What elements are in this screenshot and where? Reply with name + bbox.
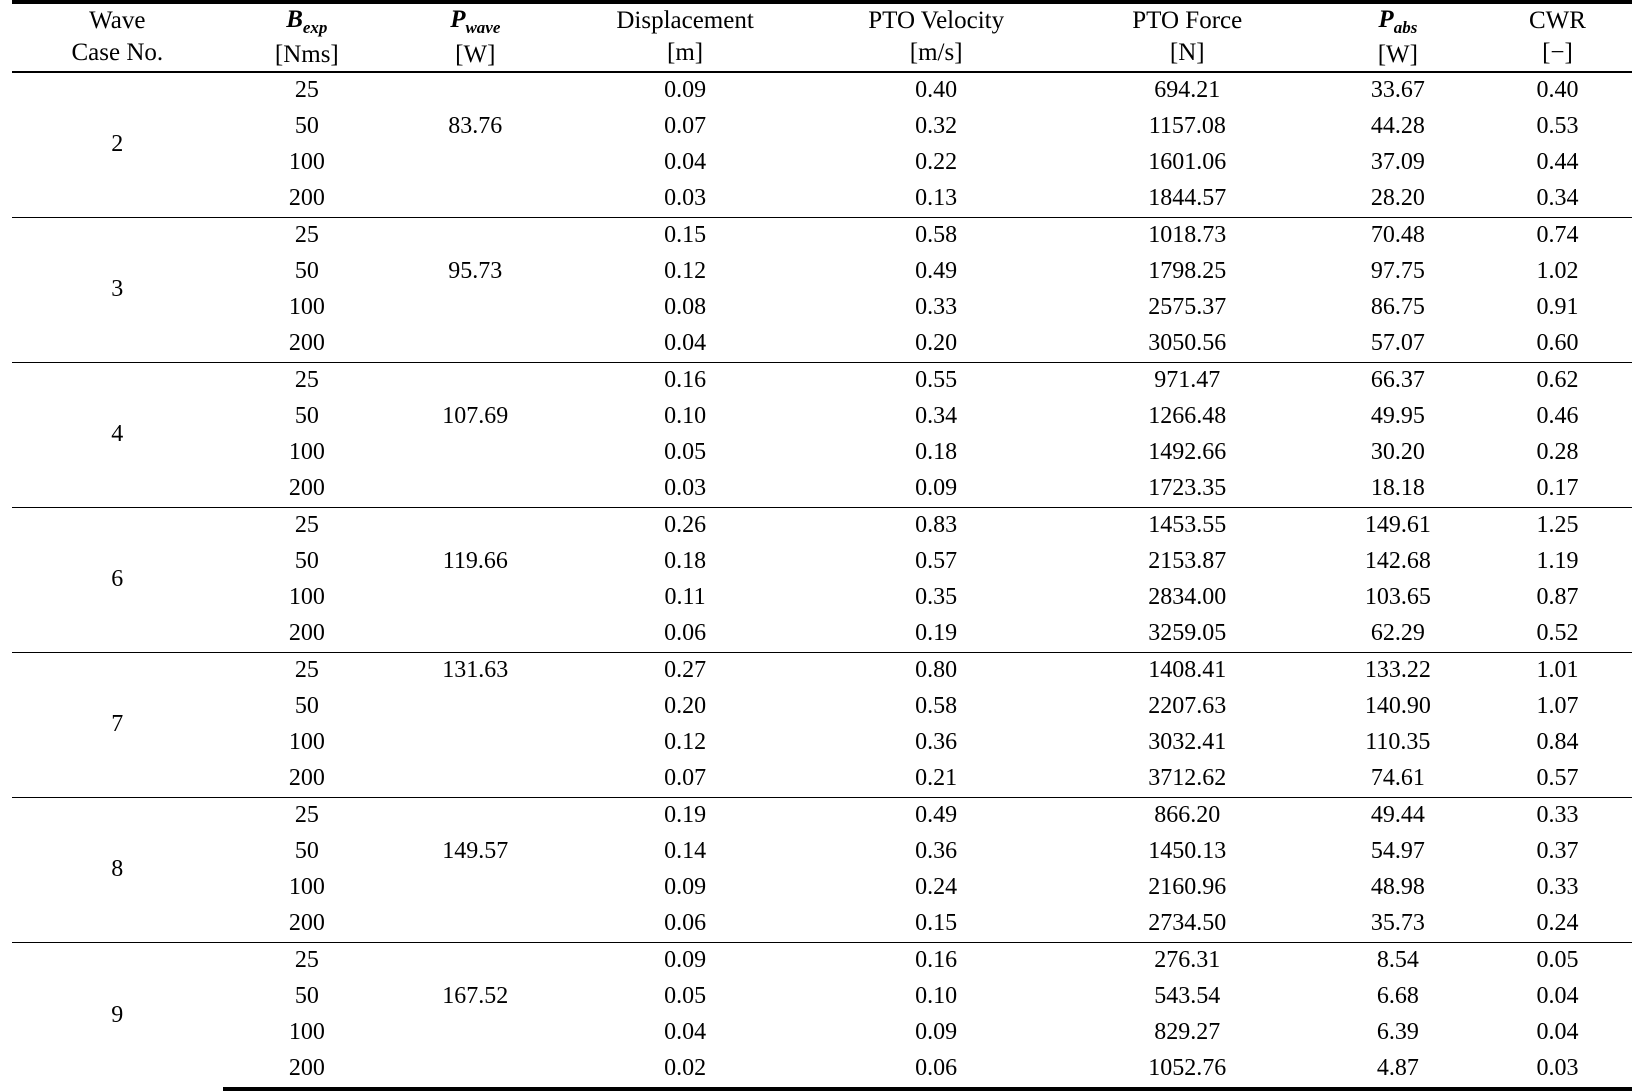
cell-displacement: 0.12	[664, 729, 707, 756]
cell-pto-force: 3050.56	[1148, 330, 1227, 357]
cell-p-abs: 57.07	[1370, 330, 1425, 357]
cell-b-exp: 100	[288, 729, 325, 756]
cell-b-exp: 50	[294, 113, 319, 140]
cell-displacement: 0.04	[664, 330, 707, 357]
cell-p-wave: 95.73	[448, 258, 503, 285]
header-line1: PTO Velocity	[868, 7, 1005, 35]
cell-p-abs: 35.73	[1370, 910, 1425, 937]
cell-wave-case-no: 9	[12, 942, 223, 1089]
cell-pto-force: 2160.96	[1148, 874, 1227, 901]
table-row	[12, 544, 1632, 580]
cell-cwr: 0.84	[1536, 729, 1579, 756]
cell-displacement: 0.04	[664, 1019, 707, 1046]
cell-p-wave-empty	[391, 725, 559, 761]
cell-p-abs: 97.75	[1370, 258, 1425, 285]
table-body	[12, 72, 1632, 1089]
header-line2: Case No.	[71, 39, 164, 67]
cell-p-wave-empty	[391, 580, 559, 616]
cell-displacement: 0.08	[664, 294, 707, 321]
cell-pto-velocity: 0.32	[915, 113, 958, 140]
cell-wave-case-no: 8	[12, 797, 223, 942]
cell-p-abs: 6.68	[1376, 983, 1419, 1010]
header-line1: Wave	[89, 7, 146, 35]
cell-b-exp: 100	[288, 584, 325, 611]
cell-pto-velocity: 0.10	[915, 983, 958, 1010]
table-row	[12, 362, 1632, 399]
column-header-p-wave	[391, 2, 559, 72]
table-row	[12, 979, 1632, 1015]
cell-b-exp: 200	[288, 620, 325, 647]
column-header-p-abs	[1313, 2, 1483, 72]
cell-p-abs: 4.87	[1313, 1051, 1483, 1089]
cell-pto-velocity: 0.18	[915, 439, 958, 466]
column-header-pto-velocity	[811, 2, 1062, 72]
cell-displacement: 0.07	[664, 113, 707, 140]
cell-p-abs: 140.90	[1364, 693, 1431, 720]
cell-cwr: 0.40	[1483, 72, 1632, 109]
cell-pto-force: 866.20	[1062, 797, 1313, 834]
cell-p-abs: 18.18	[1370, 475, 1425, 502]
cell-b-exp: 200	[288, 765, 325, 792]
table-row	[12, 906, 1632, 943]
cell-p-wave-empty	[391, 326, 559, 363]
cell-pto-velocity: 0.24	[915, 874, 958, 901]
header-subscript: wave	[465, 18, 501, 37]
cell-pto-force: 1723.35	[1148, 475, 1227, 502]
cell-p-wave-empty	[391, 870, 559, 906]
cell-pto-force: 829.27	[1154, 1019, 1221, 1046]
cell-p-wave-empty	[391, 906, 559, 943]
cell-p-abs: 103.65	[1364, 584, 1431, 611]
cell-p-abs: 30.20	[1370, 439, 1425, 466]
table-row	[12, 290, 1632, 326]
cell-pto-velocity: 0.21	[915, 765, 958, 792]
cell-pto-force: 2575.37	[1148, 294, 1227, 321]
cell-b-exp: 50	[294, 838, 319, 865]
cell-cwr: 0.62	[1483, 362, 1632, 399]
cell-p-wave-empty	[391, 507, 559, 544]
table-row	[12, 580, 1632, 616]
cell-wave-case-no: 3	[12, 217, 223, 362]
cell-p-abs: 133.22	[1313, 652, 1483, 689]
cell-cwr: 1.01	[1483, 652, 1632, 689]
cell-pto-velocity: 0.57	[915, 548, 958, 575]
cell-displacement: 0.04	[664, 149, 707, 176]
header-line1: PTO Force	[1132, 7, 1243, 35]
cell-cwr: 0.87	[1536, 584, 1579, 611]
cell-b-exp: 25	[223, 942, 391, 979]
cell-p-abs: 149.61	[1313, 507, 1483, 544]
cell-pto-velocity: 0.36	[915, 838, 958, 865]
cell-cwr: 0.44	[1536, 149, 1579, 176]
table-row	[12, 145, 1632, 181]
cell-b-exp: 50	[294, 258, 319, 285]
cell-pto-force: 3712.62	[1148, 765, 1227, 792]
cell-displacement: 0.16	[560, 362, 811, 399]
cell-pto-force: 1450.13	[1148, 838, 1227, 865]
cell-cwr: 0.74	[1483, 217, 1632, 254]
cell-cwr: 0.34	[1536, 185, 1579, 212]
cell-pto-force: 1844.57	[1148, 185, 1227, 212]
cell-p-wave-empty	[391, 72, 559, 109]
cell-pto-force: 1492.66	[1148, 439, 1227, 466]
table-row	[12, 942, 1632, 979]
cell-cwr: 1.19	[1536, 548, 1579, 575]
cell-displacement: 0.09	[560, 72, 811, 109]
column-header-cwr	[1483, 2, 1632, 72]
cell-pto-force: 1266.48	[1148, 403, 1227, 430]
cell-p-abs: 54.97	[1370, 838, 1425, 865]
cell-pto-force: 1157.08	[1148, 113, 1226, 140]
cell-pto-force: 2207.63	[1148, 693, 1227, 720]
cell-pto-velocity: 0.55	[811, 362, 1062, 399]
cell-p-wave-empty	[391, 616, 559, 653]
cell-p-wave-empty	[391, 145, 559, 181]
cell-displacement: 0.20	[664, 693, 707, 720]
cell-cwr: 0.37	[1536, 838, 1579, 865]
cell-cwr: 0.46	[1536, 403, 1579, 430]
cell-pto-velocity: 0.35	[915, 584, 958, 611]
cell-pto-force: 1018.73	[1062, 217, 1313, 254]
cell-displacement: 0.26	[560, 507, 811, 544]
cell-displacement: 0.18	[664, 548, 707, 575]
column-header-wave-case	[12, 2, 223, 72]
cell-p-wave-empty	[391, 290, 559, 326]
cell-pto-velocity: 0.33	[915, 294, 958, 321]
header-line2: [Nms]	[274, 40, 339, 68]
cell-pto-velocity: 0.13	[915, 185, 958, 212]
cell-cwr: 0.04	[1536, 983, 1579, 1010]
cell-b-exp: 50	[294, 403, 319, 430]
cell-b-exp: 200	[288, 185, 325, 212]
cell-displacement: 0.07	[664, 765, 707, 792]
cell-p-abs: 48.98	[1370, 874, 1425, 901]
header-line2: [m]	[667, 39, 704, 67]
cell-p-wave-empty	[391, 1015, 559, 1051]
cell-displacement: 0.02	[560, 1051, 811, 1089]
cell-p-abs: 28.20	[1370, 185, 1425, 212]
cell-displacement: 0.10	[664, 403, 707, 430]
cell-cwr: 0.60	[1536, 330, 1579, 357]
header-subscript: exp	[302, 18, 328, 37]
cell-pto-force: 2834.00	[1148, 584, 1227, 611]
cell-wave-case-no: 2	[12, 72, 223, 218]
cell-p-abs: 6.39	[1376, 1019, 1419, 1046]
cell-wave-case-no: 7	[12, 652, 223, 797]
cell-pto-force: 1052.76	[1062, 1051, 1313, 1089]
cell-pto-force: 1601.06	[1148, 149, 1227, 176]
results-table	[12, 0, 1632, 1091]
table-row	[12, 181, 1632, 218]
cell-p-wave: 119.66	[442, 548, 508, 575]
cell-cwr: 0.33	[1536, 874, 1579, 901]
cell-displacement: 0.15	[560, 217, 811, 254]
cell-cwr: 1.02	[1536, 258, 1579, 285]
cell-p-abs: 8.54	[1313, 942, 1483, 979]
cell-cwr: 0.57	[1536, 765, 1579, 792]
cell-displacement: 0.03	[664, 475, 707, 502]
cell-pto-force: 3259.05	[1148, 620, 1227, 647]
header-line2: [W]	[455, 40, 496, 68]
header-line1: Displacement	[616, 7, 754, 35]
cell-b-exp: 100	[288, 874, 325, 901]
header-line2: [−]	[1542, 39, 1573, 67]
table-row	[12, 435, 1632, 471]
cell-displacement: 0.09	[560, 942, 811, 979]
cell-p-abs: 49.95	[1370, 403, 1425, 430]
cell-b-exp: 50	[294, 548, 319, 575]
cell-b-exp: 25	[223, 72, 391, 109]
cell-pto-velocity: 0.49	[811, 797, 1062, 834]
cell-p-wave: 131.63	[391, 652, 559, 689]
cell-pto-velocity: 0.49	[915, 258, 958, 285]
cell-displacement: 0.11	[664, 584, 706, 611]
table-row	[12, 399, 1632, 435]
cell-p-wave-empty	[391, 181, 559, 218]
cell-displacement: 0.09	[664, 874, 707, 901]
cell-pto-force: 276.31	[1062, 942, 1313, 979]
cell-displacement: 0.12	[664, 258, 707, 285]
cell-p-wave-empty	[391, 942, 559, 979]
cell-cwr: 0.33	[1483, 797, 1632, 834]
cell-pto-force: 2734.50	[1148, 910, 1227, 937]
column-header-b-exp	[223, 2, 391, 72]
table-row	[12, 1051, 1632, 1089]
cell-cwr: 0.17	[1536, 475, 1579, 502]
cell-cwr: 1.07	[1536, 693, 1579, 720]
cell-b-exp: 25	[223, 652, 391, 689]
column-header-displacement	[560, 2, 811, 72]
cell-pto-velocity: 0.83	[811, 507, 1062, 544]
table-row	[12, 109, 1632, 145]
cell-pto-velocity: 0.22	[915, 149, 958, 176]
cell-b-exp: 100	[288, 149, 325, 176]
cell-p-wave-empty	[391, 362, 559, 399]
cell-pto-force: 1798.25	[1148, 258, 1227, 285]
cell-pto-velocity: 0.19	[915, 620, 958, 647]
table-row	[12, 725, 1632, 761]
table-row	[12, 761, 1632, 798]
cell-p-wave: 107.69	[442, 403, 509, 430]
cell-p-abs: 33.67	[1313, 72, 1483, 109]
cell-p-abs: 86.75	[1370, 294, 1425, 321]
table-row	[12, 652, 1632, 689]
cell-pto-velocity: 0.80	[811, 652, 1062, 689]
cell-p-wave-empty	[391, 435, 559, 471]
cell-p-abs: 70.48	[1313, 217, 1483, 254]
cell-cwr: 0.52	[1536, 620, 1579, 647]
header-line1: P	[450, 6, 466, 33]
cell-b-exp: 200	[223, 1051, 391, 1089]
table-header	[12, 2, 1632, 72]
cell-cwr: 0.91	[1536, 294, 1579, 321]
cell-pto-velocity: 0.09	[915, 1019, 958, 1046]
cell-cwr: 0.04	[1536, 1019, 1579, 1046]
cell-pto-force: 543.54	[1154, 983, 1221, 1010]
cell-cwr: 1.25	[1483, 507, 1632, 544]
cell-b-exp: 100	[288, 439, 325, 466]
cell-pto-velocity: 0.36	[915, 729, 958, 756]
cell-p-wave-empty	[391, 797, 559, 834]
table-row	[12, 471, 1632, 508]
cell-pto-velocity: 0.34	[915, 403, 958, 430]
cell-p-wave-empty	[391, 761, 559, 798]
cell-b-exp: 25	[223, 362, 391, 399]
cell-cwr: 0.24	[1536, 910, 1579, 937]
cell-b-exp: 25	[223, 797, 391, 834]
cell-p-abs: 142.68	[1364, 548, 1431, 575]
header-subscript: abs	[1393, 18, 1418, 37]
cell-wave-case-no: 4	[12, 362, 223, 507]
cell-p-wave-empty	[391, 217, 559, 254]
table-row	[12, 834, 1632, 870]
cell-p-abs: 44.28	[1370, 113, 1425, 140]
cell-p-wave-empty	[391, 689, 559, 725]
cell-pto-velocity: 0.15	[915, 910, 958, 937]
cell-pto-force: 1408.41	[1062, 652, 1313, 689]
cell-displacement: 0.05	[664, 983, 707, 1010]
table-row	[12, 507, 1632, 544]
cell-pto-force: 971.47	[1062, 362, 1313, 399]
cell-b-exp: 25	[223, 217, 391, 254]
table-row	[12, 870, 1632, 906]
cell-b-exp: 200	[288, 475, 325, 502]
cell-cwr: 0.28	[1536, 439, 1579, 466]
cell-displacement: 0.27	[560, 652, 811, 689]
table-row	[12, 689, 1632, 725]
cell-p-wave: 167.52	[442, 983, 509, 1010]
cell-displacement: 0.03	[664, 185, 707, 212]
cell-p-abs: 74.61	[1370, 765, 1425, 792]
cell-p-wave-empty	[391, 471, 559, 508]
table-row	[12, 254, 1632, 290]
cell-displacement: 0.19	[560, 797, 811, 834]
table-row	[12, 1015, 1632, 1051]
header-line2: [m/s]	[909, 39, 963, 67]
cell-displacement: 0.05	[664, 439, 707, 466]
table-row	[12, 616, 1632, 653]
header-line2: [W]	[1377, 40, 1418, 68]
cell-p-wave-empty	[391, 1051, 559, 1089]
cell-pto-velocity: 0.58	[915, 693, 958, 720]
cell-p-abs: 37.09	[1370, 149, 1425, 176]
cell-pto-force: 3032.41	[1148, 729, 1227, 756]
cell-b-exp: 100	[288, 294, 325, 321]
header-line1: CWR	[1528, 7, 1586, 35]
cell-cwr: 0.03	[1483, 1051, 1632, 1089]
cell-pto-velocity: 0.40	[811, 72, 1062, 109]
table-row	[12, 72, 1632, 109]
cell-pto-velocity: 0.09	[915, 475, 958, 502]
cell-b-exp: 50	[294, 983, 319, 1010]
cell-b-exp: 200	[288, 910, 325, 937]
cell-displacement: 0.14	[664, 838, 707, 865]
cell-pto-force: 2153.87	[1148, 548, 1227, 575]
cell-pto-velocity: 0.20	[915, 330, 958, 357]
table-row	[12, 217, 1632, 254]
cell-p-wave: 83.76	[448, 113, 503, 140]
cell-b-exp: 25	[223, 507, 391, 544]
cell-pto-force: 1453.55	[1062, 507, 1313, 544]
column-header-pto-force	[1062, 2, 1313, 72]
cell-displacement: 0.06	[664, 620, 707, 647]
cell-p-abs: 66.37	[1313, 362, 1483, 399]
header-line2: [N]	[1169, 39, 1205, 67]
cell-displacement: 0.06	[664, 910, 707, 937]
table-row	[12, 797, 1632, 834]
cell-p-abs: 49.44	[1313, 797, 1483, 834]
header-line1: B	[286, 6, 303, 33]
header-line1: P	[1378, 6, 1394, 33]
cell-wave-case-no: 6	[12, 507, 223, 652]
cell-cwr: 0.05	[1483, 942, 1632, 979]
cell-b-exp: 100	[288, 1019, 325, 1046]
cell-pto-velocity: 0.58	[811, 217, 1062, 254]
cell-b-exp: 50	[294, 693, 319, 720]
cell-pto-velocity: 0.06	[811, 1051, 1062, 1089]
table-row	[12, 326, 1632, 363]
cell-pto-velocity: 0.16	[811, 942, 1062, 979]
cell-p-abs: 62.29	[1370, 620, 1425, 647]
cell-p-wave: 149.57	[442, 838, 509, 865]
cell-b-exp: 200	[288, 330, 325, 357]
cell-p-abs: 110.35	[1365, 729, 1431, 756]
cell-cwr: 0.53	[1536, 113, 1579, 140]
cell-pto-force: 694.21	[1062, 72, 1313, 109]
